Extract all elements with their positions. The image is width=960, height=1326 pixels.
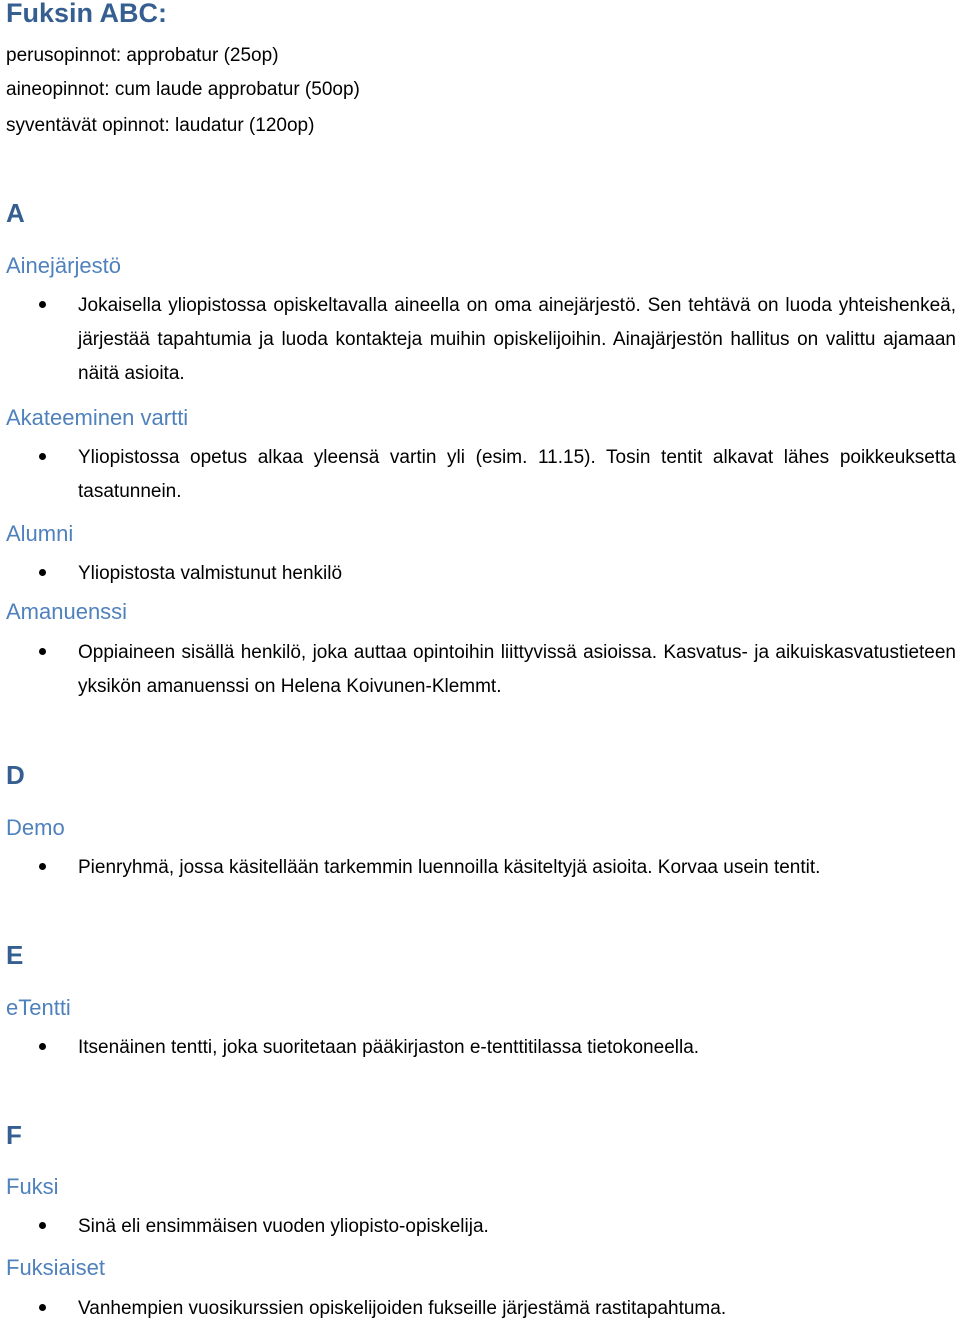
section-letter-e: E (6, 940, 24, 970)
intro-line-intermediate-studies: aineopinnot: cum laude approbatur (50op) (6, 79, 360, 100)
bullet-icon (39, 453, 46, 460)
term-etentti: eTentti (6, 995, 71, 1020)
term-alumni: Alumni (6, 521, 74, 546)
definition-text-amanuenssi: Oppiaineen sisällä henkilö, joka auttaa opintoihin liittyvissä asioissa. Kasvatus- ja aikuiskasvatustieteen yksikön amanuenssi on Helena Koivunen-Klemmt. (78, 642, 956, 697)
intro-line-basic-studies: perusopinnot: approbatur (25op) (6, 45, 279, 66)
bullet-icon (39, 569, 46, 576)
section-letter-d: D (6, 760, 25, 790)
bullet-icon (39, 301, 46, 308)
bullet-icon (39, 1043, 46, 1050)
definition-text-alumni: Yliopistosta valmistunut henkilö (78, 563, 343, 584)
term-fuksi: Fuksi (6, 1174, 59, 1199)
term-fuksiaiset: Fuksiaiset (6, 1255, 106, 1280)
term-amanuenssi: Amanuenssi (6, 599, 128, 624)
definition-text-akateeminen-vartti: Yliopistossa opetus alkaa yleensä vartin yli (esim. 11.15). Tosin tentit alkavat lähes poikkeuksetta tasatunnein. (78, 447, 956, 502)
bullet-icon (39, 863, 46, 870)
definition-text-demo: Pienryhmä, jossa käsitellään tarkemmin luennoilla käsiteltyjä asioita. Korvaa usein tentit. (78, 857, 821, 878)
term-ainejarjesto: Ainejärjestö (6, 253, 121, 278)
definition-text-fuksi: Sinä eli ensimmäisen vuoden yliopisto-opiskelija. (78, 1216, 489, 1237)
bullet-icon (39, 648, 46, 655)
section-letter-f: F (6, 1120, 22, 1150)
bullet-icon (39, 1304, 46, 1311)
term-akateeminen-vartti: Akateeminen vartti (6, 405, 189, 430)
bullet-icon (39, 1222, 46, 1229)
section-letter-a: A (6, 198, 25, 228)
definition-text-fuksiaiset: Vanhempien vuosikurssien opiskelijoiden fukseille järjestämä rastitapahtuma. (78, 1298, 727, 1319)
definition-text-ainejarjesto: Jokaisella yliopistossa opiskeltavalla aineella on oma ainejärjestö. Sen tehtävä on luoda yhteishenkeä, järjestää tapahtumia ja luoda kontakteja muihin opiskelijoihin. Ainajärjestön hallitus on valittu ajamaan näitä asioita. (78, 295, 956, 384)
intro-line-advanced-studies: syventävät opinnot: laudatur (120op) (6, 115, 315, 136)
definition-text-etentti: Itsenäinen tentti, joka suoritetaan pääkirjaston e-tenttitilassa tietokoneella. (78, 1037, 700, 1058)
page-title: Fuksin ABC: (6, 0, 167, 28)
term-demo: Demo (6, 815, 65, 840)
